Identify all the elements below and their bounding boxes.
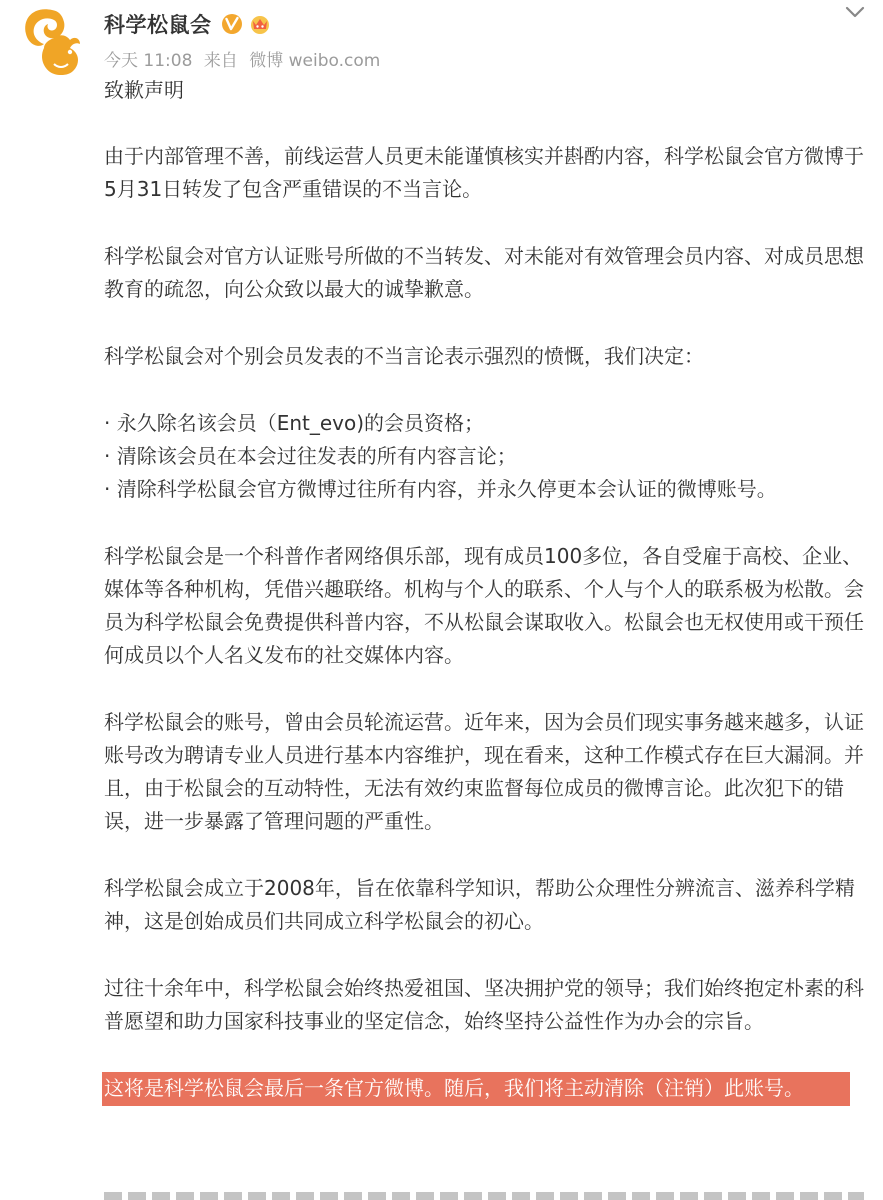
highlighted-text: 这将是科学松鼠会最后一条官方微博。随后，我们将主动清除（注销）此账号。 [104,1076,804,1100]
paragraph-6: 科学松鼠会成立于2008年，旨在依靠科学知识，帮助公众理性分辨流言、滋养科学精神，这是创始成员们共同成立科学松鼠会的初心。 [104,876,855,933]
decision-item: · 永久除名该会员（Ent_evo)的会员资格； [104,411,485,435]
decision-list [104,407,864,506]
highlighted-statement [104,1072,864,1105]
post-title: 致歉声明 [104,78,184,102]
squirrel-logo-icon[interactable] [14,4,90,78]
post-header [0,0,883,80]
source-prefix: 来自 [203,51,238,71]
post-meta [104,46,386,71]
verified-v-icon [221,13,243,35]
paragraph-4: 科学松鼠会是一个科普作者网络俱乐部，现有成员100多位，各自受雇于高校、企业、媒体等各种机构，凭借兴趣联络。机构与个人的联系、个人与个人的联系极为松散。会员为科学松鼠会免费提供科普内容，不从松鼠会谋取收入。松鼠会也无权使用或干预任何成员以个人名义发布的社交媒体内容。 [104,544,864,667]
post-source[interactable]: 微博 weibo.com [249,51,381,71]
truncated-text-fragment [104,1192,864,1200]
username[interactable]: 科学松鼠会 [104,13,212,37]
chevron-down-icon[interactable] [842,2,868,22]
paragraph-5: 科学松鼠会的账号，曾由会员轮流运营。近年来，因为会员们现实事务越来越多，认证账号改为聘请专业人员进行基本内容维护，现在看来，这种工作模式存在巨大漏洞。并且，由于松鼠会的互动特性，无法有效约束监督每位成员的微博言论。此次犯下的错误，进一步暴露了管理问题的严重性。 [104,710,864,833]
paragraph-2: 科学松鼠会对官方认证账号所做的不当转发、对未能对有效管理会员内容、对成员思想教育的疏忽，向公众致以最大的诚挚歉意。 [104,244,864,301]
decision-item: · 清除科学松鼠会官方微博过往所有内容，并永久停更本会认证的微博账号。 [104,477,777,501]
truncated-next-line [104,1192,864,1200]
paragraph-7: 过往十余年中，科学松鼠会始终热爱祖国、坚决拥护党的领导；我们始终抱定朴素的科普愿望和助力国家科技事业的坚定信念，始终坚持公益性作为办会的宗旨。 [104,976,864,1033]
paragraph-3: 科学松鼠会对个别会员发表的不当言论表示强烈的愤慨，我们决定： [104,344,704,368]
paragraph-1: 由于内部管理不善，前线运营人员更未能谨慎核实并斟酌内容，科学松鼠会官方微博于5月31日转发了包含严重错误的不当言论。 [104,144,864,201]
decision-item: · 清除该会员在本会过往发表的所有内容言论； [104,444,517,468]
user-name-row [104,9,272,39]
crown-member-icon[interactable] [248,12,272,36]
post-time[interactable]: 今天 11:08 [104,51,193,71]
post-body [104,74,864,1105]
